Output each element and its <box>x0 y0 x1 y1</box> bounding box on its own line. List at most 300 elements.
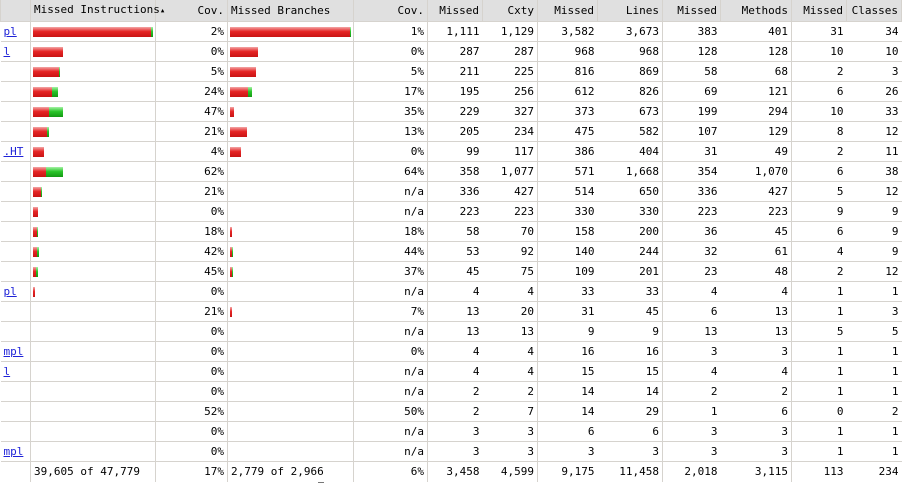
instructions-bar-cell <box>31 42 156 62</box>
missed-methods-cell: 336 <box>663 182 721 202</box>
lines-cell: 582 <box>598 122 663 142</box>
missed-bar-segment <box>33 87 52 97</box>
scroll-marker <box>318 482 324 483</box>
branches-bar-cell <box>228 402 354 422</box>
methods-cell: 13 <box>721 322 792 342</box>
missed-classes-cell: 1 <box>792 382 847 402</box>
missed-classes-cell: 6 <box>792 82 847 102</box>
instructions-coverage-bar <box>33 166 153 178</box>
missed-lines-cell: 816 <box>538 62 598 82</box>
missed-bar-segment <box>230 227 232 237</box>
totals-row <box>1 462 902 482</box>
branches-coverage-bar <box>230 386 351 398</box>
branches-bar-cell <box>228 342 354 362</box>
classes-cell: 10 <box>847 42 902 62</box>
lines-cell: 45 <box>598 302 663 322</box>
missed-lines-cell: 158 <box>538 222 598 242</box>
lines-cell: 673 <box>598 102 663 122</box>
element-name-cell <box>1 262 31 282</box>
branches-bar-cell <box>228 282 354 302</box>
instructions-bar-cell <box>31 262 156 282</box>
instructions-coverage-bar <box>33 286 153 298</box>
lines-cell: 29 <box>598 402 663 422</box>
element-link[interactable]: .HT <box>3 145 24 158</box>
instructions-coverage-cell: 0% <box>156 42 228 62</box>
missed-complexity-cell: 13 <box>428 302 483 322</box>
instructions-bar-cell <box>31 322 156 342</box>
instructions-bar-cell <box>31 22 156 42</box>
complexity-cell: 427 <box>483 182 538 202</box>
lines-cell: 16 <box>598 342 663 362</box>
table-row <box>1 82 902 102</box>
missed-bar-segment <box>33 107 49 117</box>
instructions-bar-cell <box>31 162 156 182</box>
branches-coverage-cell: 44% <box>354 242 428 262</box>
table-row <box>1 302 902 322</box>
header-methods[interactable]: Methods <box>721 0 792 22</box>
complexity-cell: 1,077 <box>483 162 538 182</box>
totals-instructions: 39,605 of 47,779 <box>31 462 156 482</box>
branches-coverage-cell: 37% <box>354 262 428 282</box>
table-row <box>1 362 902 382</box>
branches-coverage-cell: 18% <box>354 222 428 242</box>
classes-cell: 12 <box>847 122 902 142</box>
missed-bar-segment <box>230 47 258 57</box>
header-missed-complexity[interactable]: Missed <box>428 0 483 22</box>
totals-missed-classes: 113 <box>792 462 847 482</box>
missed-bar-segment <box>33 47 63 57</box>
lines-cell: 3,673 <box>598 22 663 42</box>
missed-bar-segment <box>230 127 247 137</box>
missed-lines-cell: 109 <box>538 262 598 282</box>
missed-methods-cell: 4 <box>663 362 721 382</box>
instructions-bar-cell <box>31 362 156 382</box>
methods-cell: 48 <box>721 262 792 282</box>
branches-coverage-bar <box>230 186 351 198</box>
missed-methods-cell: 128 <box>663 42 721 62</box>
missed-bar-segment <box>33 67 59 77</box>
branches-bar-cell <box>228 202 354 222</box>
covered-bar-segment <box>36 267 38 277</box>
branches-coverage-cell: 17% <box>354 82 428 102</box>
branches-coverage-bar <box>230 106 351 118</box>
element-name-cell <box>1 382 31 402</box>
element-link[interactable]: pl <box>3 285 17 298</box>
missed-bar-segment <box>33 207 38 217</box>
missed-lines-cell: 373 <box>538 102 598 122</box>
missed-lines-cell: 3,582 <box>538 22 598 42</box>
header-classes[interactable]: Classes <box>847 0 902 22</box>
missed-methods-cell: 6 <box>663 302 721 322</box>
classes-cell: 12 <box>847 182 902 202</box>
header-missed-branches[interactable]: Missed Branches <box>228 0 354 22</box>
methods-cell: 2 <box>721 382 792 402</box>
instructions-bar-cell <box>31 382 156 402</box>
branches-coverage-bar <box>230 326 351 338</box>
element-link[interactable]: l <box>3 365 11 378</box>
branches-coverage-cell: n/a <box>354 382 428 402</box>
missed-classes-cell: 10 <box>792 102 847 122</box>
missed-classes-cell: 1 <box>792 302 847 322</box>
branches-bar-cell <box>228 382 354 402</box>
element-name-cell <box>1 22 31 42</box>
classes-cell: 2 <box>847 402 902 422</box>
instructions-coverage-bar <box>33 426 153 438</box>
totals-branches-coverage: 6% <box>354 462 428 482</box>
element-name-cell <box>1 122 31 142</box>
missed-complexity-cell: 58 <box>428 222 483 242</box>
covered-bar-segment <box>49 107 63 117</box>
classes-cell: 3 <box>847 62 902 82</box>
element-name-cell <box>1 362 31 382</box>
missed-lines-cell: 140 <box>538 242 598 262</box>
branches-coverage-cell: n/a <box>354 422 428 442</box>
instructions-bar-cell <box>31 102 156 122</box>
header-row <box>1 0 902 22</box>
branches-coverage-bar <box>230 146 351 158</box>
branches-coverage-bar <box>230 86 351 98</box>
instructions-coverage-cell: 47% <box>156 102 228 122</box>
classes-cell: 9 <box>847 202 902 222</box>
branches-coverage-bar <box>230 346 351 358</box>
complexity-cell: 4 <box>483 362 538 382</box>
branches-coverage-cell: 13% <box>354 122 428 142</box>
instructions-bar-cell <box>31 302 156 322</box>
lines-cell: 404 <box>598 142 663 162</box>
branches-bar-cell <box>228 262 354 282</box>
missed-complexity-cell: 2 <box>428 382 483 402</box>
missed-methods-cell: 1 <box>663 402 721 422</box>
instructions-coverage-cell: 21% <box>156 182 228 202</box>
branches-bar-cell <box>228 182 354 202</box>
element-name-cell <box>1 442 31 462</box>
missed-classes-cell: 9 <box>792 202 847 222</box>
branches-coverage-bar <box>230 406 351 418</box>
lines-cell: 15 <box>598 362 663 382</box>
missed-complexity-cell: 358 <box>428 162 483 182</box>
methods-cell: 121 <box>721 82 792 102</box>
missed-lines-cell: 330 <box>538 202 598 222</box>
branches-coverage-bar <box>230 206 351 218</box>
branches-bar-cell <box>228 242 354 262</box>
branches-coverage-cell: 0% <box>354 342 428 362</box>
methods-cell: 61 <box>721 242 792 262</box>
totals-methods: 3,115 <box>721 462 792 482</box>
instructions-coverage-cell: 0% <box>156 442 228 462</box>
complexity-cell: 225 <box>483 62 538 82</box>
missed-lines-cell: 16 <box>538 342 598 362</box>
branches-coverage-cell: 0% <box>354 42 428 62</box>
covered-bar-segment <box>47 127 49 137</box>
element-name-cell <box>1 422 31 442</box>
instructions-coverage-cell: 21% <box>156 122 228 142</box>
element-link[interactable]: pl <box>3 25 17 38</box>
methods-cell: 3 <box>721 422 792 442</box>
complexity-cell: 117 <box>483 142 538 162</box>
instructions-bar-cell <box>31 422 156 442</box>
classes-cell: 1 <box>847 282 902 302</box>
instructions-coverage-bar <box>33 86 153 98</box>
missed-complexity-cell: 4 <box>428 282 483 302</box>
instructions-coverage-bar <box>33 366 153 378</box>
complexity-cell: 1,129 <box>483 22 538 42</box>
totals-missed-complexity: 3,458 <box>428 462 483 482</box>
branches-bar-cell <box>228 22 354 42</box>
complexity-cell: 256 <box>483 82 538 102</box>
missed-lines-cell: 571 <box>538 162 598 182</box>
covered-bar-segment <box>37 247 39 257</box>
instructions-bar-cell <box>31 342 156 362</box>
header-branches-coverage[interactable]: Cov. <box>354 0 428 22</box>
complexity-cell: 223 <box>483 202 538 222</box>
branches-bar-cell <box>228 62 354 82</box>
missed-classes-cell: 0 <box>792 402 847 422</box>
sort-ascending-icon: ▴ <box>159 6 166 16</box>
header-missed-classes[interactable]: Missed <box>792 0 847 22</box>
branches-coverage-cell: 50% <box>354 402 428 422</box>
table-row <box>1 262 902 282</box>
missed-complexity-cell: 287 <box>428 42 483 62</box>
missed-classes-cell: 1 <box>792 362 847 382</box>
instructions-coverage-bar <box>33 66 153 78</box>
element-name-cell <box>1 62 31 82</box>
instructions-coverage-cell: 24% <box>156 82 228 102</box>
missed-complexity-cell: 1,111 <box>428 22 483 42</box>
lines-cell: 14 <box>598 382 663 402</box>
missed-complexity-cell: 53 <box>428 242 483 262</box>
branches-coverage-bar <box>230 46 351 58</box>
covered-bar-segment <box>46 167 63 177</box>
missed-methods-cell: 31 <box>663 142 721 162</box>
missed-complexity-cell: 2 <box>428 402 483 422</box>
branches-bar-cell <box>228 162 354 182</box>
instructions-coverage-bar <box>33 306 153 318</box>
methods-cell: 13 <box>721 302 792 322</box>
covered-bar-segment <box>59 67 60 77</box>
instructions-bar-cell <box>31 242 156 262</box>
missed-classes-cell: 2 <box>792 262 847 282</box>
instructions-coverage-bar <box>33 146 153 158</box>
lines-cell: 650 <box>598 182 663 202</box>
missed-lines-cell: 386 <box>538 142 598 162</box>
instructions-coverage-cell: 0% <box>156 282 228 302</box>
table-row <box>1 162 902 182</box>
element-name-cell <box>1 202 31 222</box>
missed-classes-cell: 31 <box>792 22 847 42</box>
element-name-cell <box>1 102 31 122</box>
branches-bar-cell <box>228 362 354 382</box>
header-lines[interactable]: Lines <box>598 0 663 22</box>
missed-lines-cell: 6 <box>538 422 598 442</box>
missed-lines-cell: 514 <box>538 182 598 202</box>
element-link[interactable]: mpl <box>3 445 24 458</box>
element-name-cell <box>1 402 31 422</box>
table-row <box>1 442 902 462</box>
branches-coverage-bar <box>230 226 351 238</box>
instructions-bar-cell <box>31 182 156 202</box>
covered-bar-segment <box>232 247 233 257</box>
complexity-cell: 13 <box>483 322 538 342</box>
branches-coverage-bar <box>230 26 351 38</box>
missed-lines-cell: 31 <box>538 302 598 322</box>
table-row <box>1 22 902 42</box>
totals-missed-methods: 2,018 <box>663 462 721 482</box>
header-complexity[interactable]: Cxty <box>483 0 538 22</box>
missed-complexity-cell: 3 <box>428 422 483 442</box>
covered-bar-segment <box>151 27 153 37</box>
missed-complexity-cell: 45 <box>428 262 483 282</box>
missed-classes-cell: 2 <box>792 62 847 82</box>
missed-classes-cell: 1 <box>792 442 847 462</box>
totals-lines: 11,458 <box>598 462 663 482</box>
missed-bar-segment <box>230 67 256 77</box>
missed-bar-segment <box>33 287 35 297</box>
branches-coverage-cell: 1% <box>354 22 428 42</box>
covered-bar-segment <box>350 27 351 37</box>
missed-methods-cell: 354 <box>663 162 721 182</box>
element-link[interactable]: l <box>3 45 11 58</box>
missed-lines-cell: 15 <box>538 362 598 382</box>
branches-coverage-bar <box>230 366 351 378</box>
instructions-coverage-cell: 45% <box>156 262 228 282</box>
instructions-coverage-cell: 0% <box>156 202 228 222</box>
missed-bar-segment <box>33 187 41 197</box>
element-name-cell <box>1 302 31 322</box>
totals-classes: 234 <box>847 462 902 482</box>
table-row <box>1 242 902 262</box>
methods-cell: 45 <box>721 222 792 242</box>
instructions-bar-cell <box>31 202 156 222</box>
instructions-coverage-bar <box>33 186 153 198</box>
methods-cell: 4 <box>721 282 792 302</box>
branches-bar-cell <box>228 82 354 102</box>
missed-methods-cell: 69 <box>663 82 721 102</box>
table-row <box>1 342 902 362</box>
missed-classes-cell: 6 <box>792 222 847 242</box>
element-name-cell <box>1 82 31 102</box>
header-missed-lines[interactable]: Missed <box>538 0 598 22</box>
missed-methods-cell: 4 <box>663 282 721 302</box>
missed-classes-cell: 5 <box>792 182 847 202</box>
element-name-cell <box>1 242 31 262</box>
complexity-cell: 20 <box>483 302 538 322</box>
branches-coverage-cell: 7% <box>354 302 428 322</box>
instructions-bar-cell <box>31 402 156 422</box>
element-name-cell <box>1 222 31 242</box>
methods-cell: 6 <box>721 402 792 422</box>
missed-methods-cell: 58 <box>663 62 721 82</box>
complexity-cell: 234 <box>483 122 538 142</box>
missed-classes-cell: 8 <box>792 122 847 142</box>
complexity-cell: 75 <box>483 262 538 282</box>
branches-coverage-cell: 64% <box>354 162 428 182</box>
element-name-cell <box>1 142 31 162</box>
missed-methods-cell: 199 <box>663 102 721 122</box>
missed-methods-cell: 36 <box>663 222 721 242</box>
element-link[interactable]: mpl <box>3 345 24 358</box>
branches-bar-cell <box>228 222 354 242</box>
missed-complexity-cell: 205 <box>428 122 483 142</box>
branches-coverage-cell: n/a <box>354 182 428 202</box>
missed-lines-cell: 9 <box>538 322 598 342</box>
header-instructions-coverage[interactable]: Cov. <box>156 0 228 22</box>
missed-bar-segment <box>33 127 47 137</box>
branches-bar-cell <box>228 322 354 342</box>
instructions-coverage-cell: 52% <box>156 402 228 422</box>
missed-complexity-cell: 13 <box>428 322 483 342</box>
instructions-coverage-cell: 2% <box>156 22 228 42</box>
branches-coverage-bar <box>230 166 351 178</box>
table-row <box>1 122 902 142</box>
header-missed-instructions[interactable]: Missed Instructions▴ <box>31 0 156 22</box>
instructions-bar-cell <box>31 222 156 242</box>
instructions-coverage-cell: 42% <box>156 242 228 262</box>
table-row <box>1 422 902 442</box>
header-element[interactable] <box>1 0 31 22</box>
instructions-coverage-cell: 18% <box>156 222 228 242</box>
instructions-coverage-bar <box>33 206 153 218</box>
methods-cell: 4 <box>721 362 792 382</box>
methods-cell: 128 <box>721 42 792 62</box>
missed-classes-cell: 2 <box>792 142 847 162</box>
complexity-cell: 287 <box>483 42 538 62</box>
lines-cell: 6 <box>598 422 663 442</box>
branches-coverage-cell: 35% <box>354 102 428 122</box>
totals-complexity: 4,599 <box>483 462 538 482</box>
table-row <box>1 202 902 222</box>
classes-cell: 1 <box>847 362 902 382</box>
missed-methods-cell: 2 <box>663 382 721 402</box>
complexity-cell: 4 <box>483 282 538 302</box>
missed-methods-cell: 107 <box>663 122 721 142</box>
complexity-cell: 7 <box>483 402 538 422</box>
covered-bar-segment <box>41 187 42 197</box>
lines-cell: 869 <box>598 62 663 82</box>
classes-cell: 11 <box>847 142 902 162</box>
missed-methods-cell: 32 <box>663 242 721 262</box>
instructions-coverage-bar <box>33 246 153 258</box>
lines-cell: 968 <box>598 42 663 62</box>
complexity-cell: 4 <box>483 342 538 362</box>
missed-methods-cell: 3 <box>663 422 721 442</box>
complexity-cell: 3 <box>483 442 538 462</box>
complexity-cell: 92 <box>483 242 538 262</box>
lines-cell: 244 <box>598 242 663 262</box>
missed-lines-cell: 475 <box>538 122 598 142</box>
classes-cell: 12 <box>847 262 902 282</box>
header-missed-methods[interactable]: Missed <box>663 0 721 22</box>
branches-bar-cell <box>228 142 354 162</box>
missed-complexity-cell: 336 <box>428 182 483 202</box>
lines-cell: 1,668 <box>598 162 663 182</box>
instructions-bar-cell <box>31 62 156 82</box>
branches-bar-cell <box>228 442 354 462</box>
lines-cell: 200 <box>598 222 663 242</box>
missed-lines-cell: 3 <box>538 442 598 462</box>
methods-cell: 129 <box>721 122 792 142</box>
instructions-coverage-cell: 5% <box>156 62 228 82</box>
instructions-coverage-bar <box>33 26 153 38</box>
element-name-cell <box>1 162 31 182</box>
missed-lines-cell: 14 <box>538 402 598 422</box>
branches-coverage-bar <box>230 306 351 318</box>
instructions-coverage-cell: 62% <box>156 162 228 182</box>
methods-cell: 3 <box>721 342 792 362</box>
instructions-coverage-cell: 4% <box>156 142 228 162</box>
table-row <box>1 222 902 242</box>
branches-coverage-cell: n/a <box>354 322 428 342</box>
instructions-coverage-cell: 0% <box>156 422 228 442</box>
